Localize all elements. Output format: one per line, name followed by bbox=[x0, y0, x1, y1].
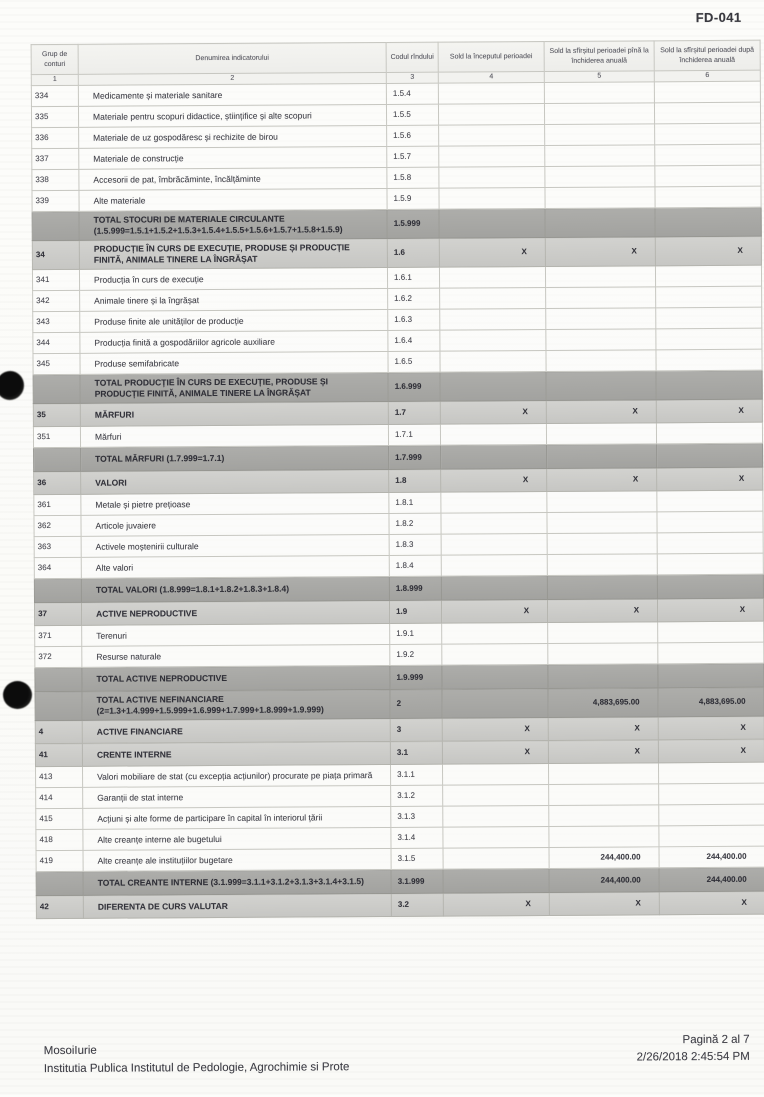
sold-inceput-cell bbox=[439, 187, 545, 209]
row-code-cell: 1.6.1 bbox=[387, 267, 439, 288]
indicator-name-cell: ACTIVE NEPRODUCTIVE bbox=[81, 601, 389, 626]
col-number: 2 bbox=[78, 72, 386, 85]
indicator-name-cell: Activele moștenirii culturale bbox=[81, 535, 389, 558]
group-cell: 413 bbox=[36, 767, 83, 788]
row-code-cell: 1.5.7 bbox=[387, 146, 439, 167]
col-number: 1 bbox=[31, 74, 78, 85]
group-cell: 335 bbox=[31, 106, 78, 127]
indicator-name-cell: TOTAL ACTIVE NEFINANCIARE (2=1.3+1.4.999+1.5.999+1.6.999+1.7.999+1.8.999+1.9.999) bbox=[82, 690, 390, 721]
indicator-name-cell: Alte valori bbox=[81, 556, 389, 579]
sold-dupa-cell bbox=[655, 265, 761, 287]
sold-pina-cell bbox=[549, 805, 659, 827]
col-number: 5 bbox=[544, 71, 654, 83]
row-code-cell: 1.5.4 bbox=[386, 83, 438, 104]
sold-inceput-cell bbox=[441, 555, 547, 577]
sold-dupa-cell bbox=[657, 553, 763, 575]
sold-inceput-cell: X bbox=[441, 469, 547, 493]
group-cell bbox=[35, 668, 82, 692]
indicator-name-cell: ACTIVE FINANCIARE bbox=[82, 719, 390, 744]
sold-inceput-cell bbox=[438, 83, 544, 105]
sold-inceput-cell bbox=[443, 806, 549, 828]
col-number: 6 bbox=[654, 70, 760, 82]
sold-inceput-cell bbox=[440, 351, 546, 373]
sold-dupa-cell: 244,400.00 bbox=[659, 847, 764, 869]
sold-dupa-cell bbox=[658, 621, 764, 643]
sold-dupa-cell bbox=[658, 763, 764, 785]
row-code-cell: 1.9 bbox=[389, 600, 441, 623]
indicator-name-cell: TOTAL STOCURI DE MATERIALE CIRCULANTE (1.5.999=1.5.1+1.5.2+1.5.3+1.5.4+1.5.5+1.5.6+1.5.7+1.5.8+1.5.9) bbox=[79, 209, 387, 240]
row-code-cell: 1.5.6 bbox=[387, 125, 439, 146]
sold-pina-cell bbox=[546, 308, 656, 330]
sold-dupa-cell bbox=[655, 144, 761, 166]
row-code-cell: 1.6.3 bbox=[388, 309, 440, 330]
indicator-name-cell: VALORI bbox=[81, 470, 389, 495]
footer-datetime: 2/26/2018 2:45:54 PM bbox=[636, 1051, 750, 1064]
sold-inceput-cell bbox=[440, 372, 546, 402]
group-cell: 339 bbox=[32, 190, 79, 211]
sold-pina-cell bbox=[547, 444, 657, 469]
indicator-name-cell: Mărfuri bbox=[80, 425, 388, 448]
sold-pina-cell bbox=[547, 575, 657, 600]
sold-dupa-cell bbox=[654, 102, 760, 124]
sold-dupa-cell bbox=[658, 642, 764, 664]
group-cell: 338 bbox=[32, 169, 79, 190]
row-code-cell: 1.6 bbox=[387, 238, 439, 267]
row-code-cell: 1.6.5 bbox=[388, 351, 440, 372]
sold-pina-cell bbox=[548, 643, 658, 665]
sold-pina-cell bbox=[549, 784, 659, 806]
sold-inceput-cell bbox=[442, 689, 548, 719]
group-cell: 36 bbox=[34, 472, 81, 495]
group-cell: 37 bbox=[35, 603, 82, 626]
indicator-name-cell: TOTAL ACTIVE NEPRODUCTIVE bbox=[82, 666, 390, 692]
row-code-cell: 1.9.2 bbox=[390, 644, 442, 665]
sold-dupa-cell bbox=[656, 422, 762, 444]
row-code-cell: 3 bbox=[390, 719, 442, 742]
sold-pina-cell: 4,883,695.00 bbox=[548, 688, 658, 718]
group-cell: 362 bbox=[34, 516, 81, 537]
col-header-grup-conturi: Grup de conturi bbox=[31, 44, 78, 74]
indicator-name-cell: Garanții de stat interne bbox=[83, 786, 391, 809]
sold-inceput-cell: X bbox=[439, 238, 545, 268]
sold-dupa-cell bbox=[659, 826, 764, 848]
sold-pina-cell bbox=[545, 124, 655, 146]
row-code-cell: 1.5.9 bbox=[387, 188, 439, 209]
sold-inceput-cell bbox=[440, 309, 546, 331]
sold-inceput-cell bbox=[441, 513, 547, 535]
row-code-cell: 1.6.4 bbox=[388, 330, 440, 351]
sold-dupa-cell bbox=[656, 328, 762, 350]
indicator-name-cell: MĂRFURI bbox=[80, 402, 388, 427]
form-code-label: FD-041 bbox=[695, 9, 742, 26]
header-labels-row bbox=[31, 40, 760, 74]
sold-dupa-cell bbox=[657, 490, 763, 512]
indicator-name-cell: TOTAL PRODUCȚIE ÎN CURS DE EXECUȚIE, PRODUSE ȘI PRODUCȚIE FINITĂ, ANIMALE TINERE LA ÎNGRĂȘAT bbox=[80, 373, 388, 404]
sold-pina-cell bbox=[545, 145, 655, 167]
group-cell: 418 bbox=[36, 830, 83, 851]
group-cell: 42 bbox=[36, 896, 83, 919]
sold-pina-cell: X bbox=[549, 892, 659, 916]
sold-dupa-cell: X bbox=[655, 236, 761, 266]
sold-dupa-cell: X bbox=[657, 467, 763, 491]
group-cell bbox=[36, 872, 83, 896]
row-code-cell: 1.8.4 bbox=[389, 555, 441, 576]
sold-dupa-cell: X bbox=[658, 717, 764, 741]
sold-pina-cell bbox=[545, 187, 655, 209]
sold-dupa-cell bbox=[657, 532, 763, 554]
sold-dupa-cell bbox=[655, 186, 761, 208]
sold-pina-cell bbox=[544, 82, 654, 104]
group-cell: 344 bbox=[33, 333, 80, 354]
indicator-name-cell: Alte creanțe interne ale bugetului bbox=[83, 828, 391, 851]
indicator-name-cell: Alte materiale bbox=[79, 188, 387, 211]
sold-pina-cell bbox=[545, 266, 655, 288]
group-cell: 363 bbox=[34, 537, 81, 558]
sold-inceput-cell bbox=[443, 785, 549, 807]
sold-dupa-cell bbox=[655, 207, 761, 237]
indicator-name-cell: Articole juvaiere bbox=[81, 514, 389, 537]
group-cell: 4 bbox=[35, 721, 82, 744]
sold-pina-cell bbox=[544, 103, 654, 125]
sold-dupa-cell: X bbox=[656, 399, 762, 423]
row-code-cell: 2 bbox=[390, 689, 442, 718]
group-cell bbox=[32, 211, 79, 240]
row-code-cell: 3.2 bbox=[391, 894, 443, 917]
sold-dupa-cell bbox=[656, 307, 762, 329]
footer-right bbox=[636, 1032, 749, 1067]
sold-inceput-cell bbox=[443, 848, 549, 870]
table-row bbox=[35, 687, 764, 721]
indicator-name-cell: Materiale pentru scopuri didactice, științifice și alte scopuri bbox=[78, 104, 386, 127]
row-code-cell: 1.5.5 bbox=[386, 104, 438, 125]
group-cell: 364 bbox=[34, 558, 81, 579]
sold-dupa-cell: X bbox=[658, 740, 764, 764]
table-row bbox=[36, 892, 764, 919]
indicator-name-cell: Resurse naturale bbox=[82, 645, 390, 668]
group-cell bbox=[34, 448, 81, 472]
row-code-cell: 3.1.4 bbox=[391, 828, 443, 849]
sold-dupa-cell bbox=[655, 165, 761, 187]
sold-inceput-cell bbox=[441, 492, 547, 514]
table-row bbox=[33, 370, 762, 404]
sold-pina-cell bbox=[549, 826, 659, 848]
indicator-name-cell: TOTAL CREANTE INTERNE (3.1.999=3.1.1+3.1.2+3.1.3+3.1.4+3.1.5) bbox=[83, 870, 391, 896]
group-cell: 343 bbox=[33, 312, 80, 333]
row-code-cell: 1.8 bbox=[389, 469, 441, 492]
row-code-cell: 1.8.1 bbox=[389, 492, 441, 513]
group-cell: 41 bbox=[35, 744, 82, 767]
sold-inceput-cell bbox=[440, 330, 546, 352]
row-code-cell: 1.9.999 bbox=[390, 665, 442, 689]
sold-inceput-cell bbox=[441, 445, 547, 470]
sold-pina-cell: X bbox=[547, 599, 657, 623]
row-code-cell: 1.6.999 bbox=[388, 372, 440, 401]
sold-pina-cell bbox=[546, 371, 656, 401]
sold-dupa-cell bbox=[656, 286, 762, 308]
sold-pina-cell bbox=[546, 350, 656, 372]
sold-inceput-cell bbox=[440, 424, 546, 446]
indicator-name-cell: Producția în curs de execuție bbox=[79, 268, 387, 291]
row-code-cell: 1.7.1 bbox=[388, 424, 440, 445]
row-code-cell: 3.1.999 bbox=[391, 870, 443, 894]
balance-table bbox=[31, 40, 764, 920]
group-cell: 414 bbox=[36, 788, 83, 809]
sold-inceput-cell bbox=[438, 104, 544, 126]
sold-pina-cell bbox=[545, 208, 655, 238]
sold-inceput-cell: X bbox=[441, 600, 547, 624]
sold-inceput-cell: X bbox=[442, 718, 548, 742]
row-code-cell: 3.1.2 bbox=[391, 786, 443, 807]
group-cell: 371 bbox=[35, 626, 82, 647]
group-cell: 372 bbox=[35, 647, 82, 668]
indicator-name-cell: Acțiuni și alte forme de participare în capital în interiorul țării bbox=[83, 807, 391, 830]
indicator-name-cell: Materiale de uz gospodăresc și rechizite de birou bbox=[79, 125, 387, 148]
sold-pina-cell bbox=[546, 329, 656, 351]
group-cell: 334 bbox=[31, 85, 78, 106]
sold-dupa-cell bbox=[656, 349, 762, 371]
indicators-table bbox=[31, 40, 764, 920]
sold-pina-cell: X bbox=[545, 237, 655, 267]
group-cell bbox=[33, 375, 80, 404]
sold-inceput-cell bbox=[439, 146, 545, 168]
sold-dupa-cell bbox=[659, 805, 764, 827]
sold-pina-cell: X bbox=[547, 468, 657, 492]
sold-pina-cell bbox=[548, 763, 658, 785]
indicator-name-cell: Animale tinere și la îngrășat bbox=[80, 289, 388, 312]
indicator-name-cell: CRENTE INTERNE bbox=[82, 742, 390, 767]
indicator-name-cell: Valori mobiliare de stat (cu excepția acțiunilor) procurate pe piața primară bbox=[83, 765, 391, 788]
footer-left bbox=[44, 1041, 350, 1078]
indicator-name-cell: Terenuri bbox=[82, 624, 390, 647]
group-cell: 341 bbox=[32, 270, 79, 291]
sold-dupa-cell bbox=[659, 784, 764, 806]
table-header bbox=[31, 40, 760, 85]
sold-dupa-cell bbox=[657, 574, 763, 599]
sold-inceput-cell bbox=[442, 623, 548, 645]
sold-pina-cell bbox=[545, 166, 655, 188]
row-code-cell: 1.5.8 bbox=[387, 167, 439, 188]
sold-inceput-cell: X bbox=[443, 893, 549, 917]
sold-inceput-cell: X bbox=[440, 401, 546, 425]
indicator-name-cell: DIFERENTA DE CURS VALUTAR bbox=[83, 894, 391, 919]
indicator-name-cell: TOTAL VALORI (1.8.999=1.8.1+1.8.2+1.8.3+1.8.4) bbox=[81, 577, 389, 603]
footer-institution: Institutia Publica Institutul de Pedologie, Agrochimie si Prote bbox=[43, 1061, 350, 1075]
table-body bbox=[31, 81, 764, 919]
sold-pina-cell bbox=[546, 423, 656, 445]
indicator-name-cell: Produse semifabricate bbox=[80, 352, 388, 375]
row-code-cell: 1.6.2 bbox=[388, 288, 440, 309]
sold-pina-cell bbox=[547, 491, 657, 513]
indicator-name-cell: Producția finită a gospodăriilor agricole auxiliare bbox=[80, 331, 388, 354]
group-cell bbox=[35, 692, 82, 721]
sold-inceput-cell bbox=[439, 125, 545, 147]
row-code-cell: 1.8.3 bbox=[389, 534, 441, 555]
row-code-cell: 3.1.5 bbox=[391, 849, 443, 870]
row-code-cell: 3.1.1 bbox=[390, 765, 442, 786]
sold-dupa-cell bbox=[657, 443, 763, 468]
sold-inceput-cell bbox=[441, 534, 547, 556]
sold-inceput-cell: X bbox=[442, 741, 548, 765]
group-cell: 342 bbox=[33, 291, 80, 312]
sold-pina-cell: 244,400.00 bbox=[549, 847, 659, 869]
sold-inceput-cell bbox=[439, 208, 545, 238]
sold-dupa-cell: 244,400.00 bbox=[659, 868, 764, 893]
sold-pina-cell: X bbox=[548, 717, 658, 741]
sold-dupa-cell bbox=[656, 370, 762, 400]
col-header-sold-pina: Sold la sfîrșitul perioadei pînă la închiderea anuală bbox=[544, 41, 654, 72]
sold-pina-cell bbox=[548, 622, 658, 644]
sold-dupa-cell: 4,883,695.00 bbox=[658, 687, 764, 717]
sold-inceput-cell bbox=[442, 764, 548, 786]
group-cell bbox=[34, 579, 81, 603]
sold-inceput-cell bbox=[442, 644, 548, 666]
table-row bbox=[32, 207, 761, 241]
group-cell: 351 bbox=[33, 427, 80, 448]
group-cell: 34 bbox=[32, 240, 79, 269]
col-header-denumirea: Denumirea indicatorului bbox=[78, 42, 386, 74]
sold-inceput-cell bbox=[441, 576, 547, 601]
footer-author: MosoiIurie bbox=[43, 1044, 97, 1058]
sold-inceput-cell bbox=[440, 288, 546, 310]
indicator-name-cell: Metale și pietre prețioase bbox=[81, 493, 389, 516]
sold-dupa-cell bbox=[657, 511, 763, 533]
sold-pina-cell bbox=[547, 512, 657, 534]
group-cell: 415 bbox=[36, 809, 83, 830]
row-code-cell: 1.7.999 bbox=[389, 445, 441, 469]
row-code-cell: 1.5.999 bbox=[387, 209, 439, 238]
sold-pina-cell bbox=[548, 664, 658, 689]
indicator-name-cell: Alte creanțe ale instituțiilor bugetare bbox=[83, 849, 391, 872]
indicator-name-cell: TOTAL MĂRFURI (1.7.999=1.7.1) bbox=[81, 446, 389, 472]
sold-pina-cell: X bbox=[548, 740, 658, 764]
sold-inceput-cell bbox=[442, 665, 548, 690]
indicator-name-cell: Accesorii de pat, îmbrăcăminte, încălțăminte bbox=[79, 167, 387, 190]
indicator-name-cell: Materiale de construcție bbox=[79, 146, 387, 169]
row-code-cell: 1.7 bbox=[388, 401, 440, 424]
col-header-codul: Codul rîndului bbox=[386, 42, 438, 72]
group-cell: 336 bbox=[32, 127, 79, 148]
indicator-name-cell: PRODUCȚIE ÎN CURS DE EXECUȚIE, PRODUSE ȘI PRODUCȚIE FINITĂ, ANIMALE TINERE LA ÎNGRĂȘAT bbox=[79, 239, 387, 270]
col-header-sold-inceput: Sold la începutul perioadei bbox=[438, 42, 544, 73]
col-number: 4 bbox=[438, 72, 544, 84]
group-cell: 419 bbox=[36, 851, 83, 872]
row-code-cell: 1.8.2 bbox=[389, 513, 441, 534]
group-cell: 337 bbox=[32, 148, 79, 169]
row-code-cell: 3.1 bbox=[390, 742, 442, 765]
footer-page-number: Pagină 2 al 7 bbox=[682, 1033, 750, 1047]
sold-inceput-cell bbox=[443, 869, 549, 894]
indicator-name-cell: Medicamente și materiale sanitare bbox=[78, 83, 386, 106]
sold-dupa-cell bbox=[658, 663, 764, 688]
sold-pina-cell bbox=[547, 554, 657, 576]
sold-dupa-cell: X bbox=[657, 598, 763, 622]
sold-dupa-cell bbox=[655, 123, 761, 145]
sold-dupa-cell: X bbox=[659, 892, 764, 916]
indicator-name-cell: Produse finite ale unităților de producție bbox=[80, 310, 388, 333]
group-cell: 345 bbox=[33, 354, 80, 375]
sold-pina-cell: X bbox=[546, 400, 656, 424]
row-code-cell: 1.9.1 bbox=[390, 623, 442, 644]
sold-inceput-cell bbox=[443, 827, 549, 849]
row-code-cell: 1.8.999 bbox=[389, 576, 441, 600]
sold-dupa-cell bbox=[654, 81, 760, 103]
sold-pina-cell: 244,400.00 bbox=[549, 868, 659, 893]
sold-inceput-cell bbox=[439, 267, 545, 289]
sold-pina-cell bbox=[547, 533, 657, 555]
group-cell: 361 bbox=[34, 495, 81, 516]
table-row bbox=[32, 236, 761, 270]
punch-hole-artifact bbox=[3, 681, 32, 709]
col-header-sold-dupa: Sold la sfîrșitul perioadei după închiderea anuală bbox=[654, 40, 760, 71]
group-cell: 35 bbox=[33, 404, 80, 427]
sold-pina-cell bbox=[546, 287, 656, 309]
sold-inceput-cell bbox=[439, 167, 545, 189]
col-number: 3 bbox=[386, 72, 438, 83]
row-code-cell: 3.1.3 bbox=[391, 807, 443, 828]
